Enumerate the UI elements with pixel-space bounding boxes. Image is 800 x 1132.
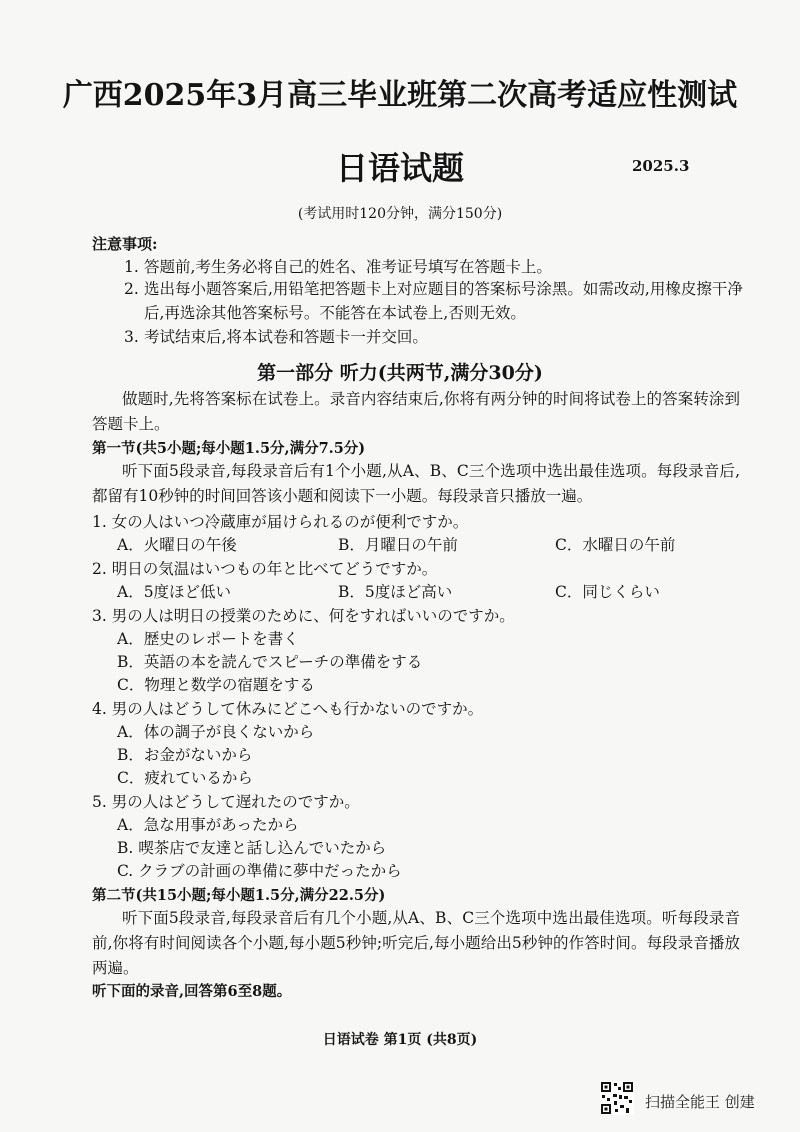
notice-item — [124, 325, 744, 349]
option-b: B．英語の本を読んでスピーチの準備をする — [117, 653, 423, 671]
question-text: 男の人はどうして遅れたのですか。 — [111, 793, 360, 811]
option-c: C. クラブの計画の準備に夢中だったから — [117, 862, 402, 880]
notice-text: 考试结束后,将本试卷和答题卡一并交回。 — [144, 328, 428, 346]
notice-number: 3. — [124, 328, 139, 346]
exam-date: 2025.3 — [632, 157, 690, 175]
section2-intro: 听下面5段录音,每段录音后有几个小题,从A、B、C三个选项中选出最佳选项。听每段录音前,你将有时间阅读各个小题,每小题5秒钟;听完后,每小题给出5秒钟的作答时间。每段录音播放两遍。 — [92, 909, 740, 977]
option-a: A．火曜日の午後 — [117, 536, 237, 554]
option-c: C．疲れているから — [117, 769, 253, 787]
question-text: 男の人は明日の授業のために、何をすればいいのですか。 — [111, 607, 515, 625]
notice-text: 选出每小题答案后,用铅笔把答题卡上对应题目的答案标号涂黑。如需改动,用橡皮擦干净后,再选涂其他答案标号。不能答在本试卷上,否则无效。 — [144, 280, 743, 322]
subject-title: 日语试题 — [335, 149, 464, 187]
option-c: C．物理と数学の宿題をする — [117, 676, 315, 694]
option-b: B．5度ほど高い — [338, 583, 453, 601]
section2-heading: 第二节(共15小题;每小题1.5分,满分22.5分) — [92, 887, 386, 904]
notice-item — [124, 255, 744, 279]
question-text: 明日の気温はいつもの年と比べてどうですか。 — [111, 560, 438, 578]
scanner-watermark: 扫描全能王 创建 — [645, 1093, 755, 1111]
question-5 — [92, 790, 360, 812]
section2-instruction: 听下面的录音,回答第6至8题。 — [92, 983, 292, 1000]
option-a: A．歴史のレポートを書く — [117, 630, 299, 648]
exam-timing: (考试用时120分钟，满分150分) — [297, 206, 503, 222]
option-c: C．同じくらい — [555, 583, 660, 601]
option-a: A．5度ほど低い — [117, 583, 232, 601]
question-text: 女の人はいつ冷蔵庫が届けられるのが便利ですか。 — [111, 513, 469, 531]
page-footer: 日语试卷 第1页 (共8页) — [322, 1032, 478, 1048]
question-number: 5. — [92, 793, 107, 811]
question-number: 3. — [92, 607, 107, 625]
notice-number: 2. — [124, 280, 139, 298]
option-c: C．水曜日の午前 — [555, 536, 676, 554]
section1-heading: 第一节(共5小题;每小题1.5分,满分7.5分) — [92, 440, 366, 457]
exam-title: 广西2025年3月高三毕业班第二次高考适应性测试 — [62, 78, 738, 113]
question-4 — [92, 697, 483, 719]
option-b: B. 喫茶店で友達と話し込んでいたから — [117, 839, 387, 857]
option-b: B．月曜日の午前 — [338, 536, 458, 554]
question-2 — [92, 557, 437, 579]
question-1 — [92, 510, 468, 532]
question-number: 4. — [92, 700, 107, 718]
question-text: 男の人はどうして休みにどこへも行かないのですか。 — [111, 700, 484, 718]
question-number: 1. — [92, 513, 107, 531]
section1-intro: 听下面5段录音,每段录音后有1个小题,从A、B、C三个选项中选出最佳选项。每段录音后,都留有10秒钟的时间回答该小题和阅读下一小题。每段录音只播放一遍。 — [92, 462, 740, 505]
notice-text: 答题前,考生务必将自己的姓名、准考证号填写在答题卡上。 — [144, 258, 552, 276]
notice-heading: 注意事项: — [92, 235, 158, 253]
notice-number: 1. — [124, 258, 139, 276]
option-b: B．お金がないから — [117, 746, 253, 764]
question-3 — [92, 604, 515, 626]
part1-heading: 第一部分 听力(共两节,满分30分) — [257, 362, 543, 384]
notice-item — [124, 277, 744, 325]
part1-intro: 做题时,先将答案标在试卷上。录音内容结束后,你将有两分钟的时间将试卷上的答案转涂到答题卡上。 — [92, 390, 740, 433]
question-number: 2. — [92, 560, 107, 578]
qr-code-icon — [600, 1081, 634, 1115]
option-a: A．急な用事があったから — [117, 816, 299, 834]
option-a: A．体の調子が良くないから — [117, 723, 315, 741]
